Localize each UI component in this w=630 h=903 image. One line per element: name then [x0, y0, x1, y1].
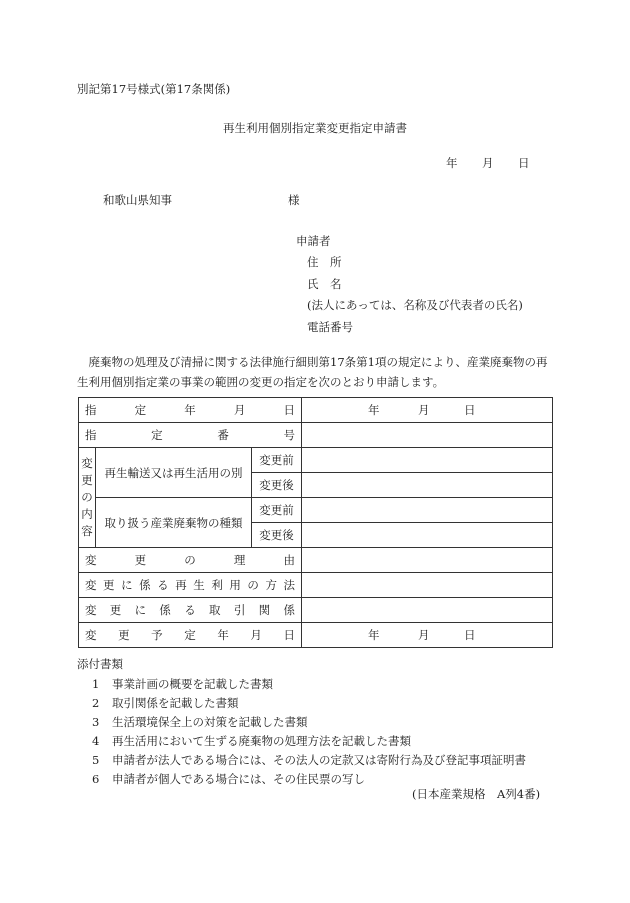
planned-date-value[interactable] — [302, 623, 553, 648]
designation-number-value[interactable] — [302, 423, 553, 448]
attachment-number: 4 — [92, 734, 100, 748]
list-item — [92, 733, 411, 749]
attachment-text: 事業計画の概要を記載した書類 — [112, 677, 273, 691]
date-month-label: 月 — [482, 156, 494, 170]
attachment-text: 申請者が個人である場合には、その住民票の写し — [112, 772, 365, 786]
list-item — [92, 714, 308, 730]
date-year-label: 年 — [446, 156, 458, 170]
change-contents-char: 変 — [81, 456, 93, 470]
waste-type-after-value[interactable] — [302, 523, 553, 548]
table-row — [79, 623, 553, 648]
attachment-text: 取引関係を記載した書類 — [112, 696, 239, 710]
attachment-text: 再生活用において生ずる廃棄物の処理方法を記載した書類 — [112, 734, 411, 748]
designation-date-value[interactable] — [302, 398, 553, 423]
after-label: 変更後 — [252, 473, 302, 498]
attachment-number: 3 — [92, 715, 100, 729]
list-item — [92, 752, 526, 768]
table-row — [79, 573, 553, 598]
method-value[interactable] — [302, 573, 553, 598]
category-label: 再生輸送又は再生活用の別 — [96, 448, 252, 498]
jis-size-note: (日本産業規格 A列4番) — [412, 787, 541, 801]
date-month-label: 月 — [418, 403, 430, 417]
body-paragraph: 廃棄物の処理及び清掃に関する法律施行細則第17条第1項の規定により、産業廃棄物の再生利用個別指定業の事業の範囲の変更の指定を次のとおり申請します。 — [77, 355, 548, 389]
designation-number-label: 指定番号 — [79, 423, 302, 448]
form-number-label: 別記第17号様式(第17条関係) — [77, 82, 231, 96]
attachment-number: 2 — [92, 696, 100, 710]
table-row — [79, 448, 553, 473]
date-day-label: 日 — [464, 403, 476, 417]
list-item — [92, 771, 365, 787]
list-item — [92, 695, 239, 711]
reason-label: 変更の理由 — [79, 548, 302, 573]
applicant-phone-label: 電話番号 — [307, 320, 353, 334]
applicant-name-label: 氏 名 — [307, 277, 342, 291]
attachments-title: 添付書類 — [77, 657, 123, 671]
attachment-number: 5 — [92, 753, 100, 767]
change-contents-char: 容 — [81, 524, 93, 538]
reason-value[interactable] — [302, 548, 553, 573]
list-item — [92, 676, 273, 692]
category-before-value[interactable] — [302, 448, 553, 473]
date-year-label: 年 — [368, 403, 380, 417]
date-day-label: 日 — [518, 156, 530, 170]
change-contents-char: 更 — [81, 473, 93, 487]
waste-type-before-value[interactable] — [302, 498, 553, 523]
method-label: 変更に係る再生利用の方法 — [79, 573, 302, 598]
addressee: 和歌山県知事 — [103, 193, 172, 207]
table-row — [79, 548, 553, 573]
table-row — [79, 398, 553, 423]
category-after-value[interactable] — [302, 473, 553, 498]
date-day-label: 日 — [464, 628, 476, 642]
transaction-value[interactable] — [302, 598, 553, 623]
change-contents-label — [79, 448, 96, 548]
table-row — [79, 423, 553, 448]
after-label: 変更後 — [252, 523, 302, 548]
table-row — [79, 598, 553, 623]
attachment-number: 6 — [92, 772, 100, 786]
table-row — [79, 498, 553, 523]
attachment-text: 生活環境保全上の対策を記載した書類 — [112, 715, 308, 729]
date-month-label: 月 — [418, 628, 430, 642]
application-form-table — [78, 397, 553, 648]
applicant-address-label: 住 所 — [307, 255, 342, 269]
applicant-corp-note: (法人にあっては、名称及び代表者の氏名) — [307, 298, 523, 312]
waste-type-label: 取り扱う産業廃棄物の種類 — [96, 498, 252, 548]
transaction-label: 変更に係る取引関係 — [79, 598, 302, 623]
applicant-label: 申請者 — [296, 234, 331, 248]
before-label: 変更前 — [252, 448, 302, 473]
change-contents-char: 内 — [81, 507, 93, 521]
application-date — [446, 155, 530, 171]
before-label: 変更前 — [252, 498, 302, 523]
honorific: 様 — [288, 193, 300, 207]
change-contents-char: の — [81, 490, 93, 504]
attachment-text: 申請者が法人である場合には、その法人の定款又は寄附行為及び登記事項証明書 — [112, 753, 526, 767]
attachment-number: 1 — [92, 677, 100, 691]
document-title: 再生利用個別指定業変更指定申請書 — [223, 121, 407, 135]
date-year-label: 年 — [368, 628, 380, 642]
planned-date-label: 変更予定年月日 — [79, 623, 302, 648]
designation-date-label: 指定年月日 — [79, 398, 302, 423]
